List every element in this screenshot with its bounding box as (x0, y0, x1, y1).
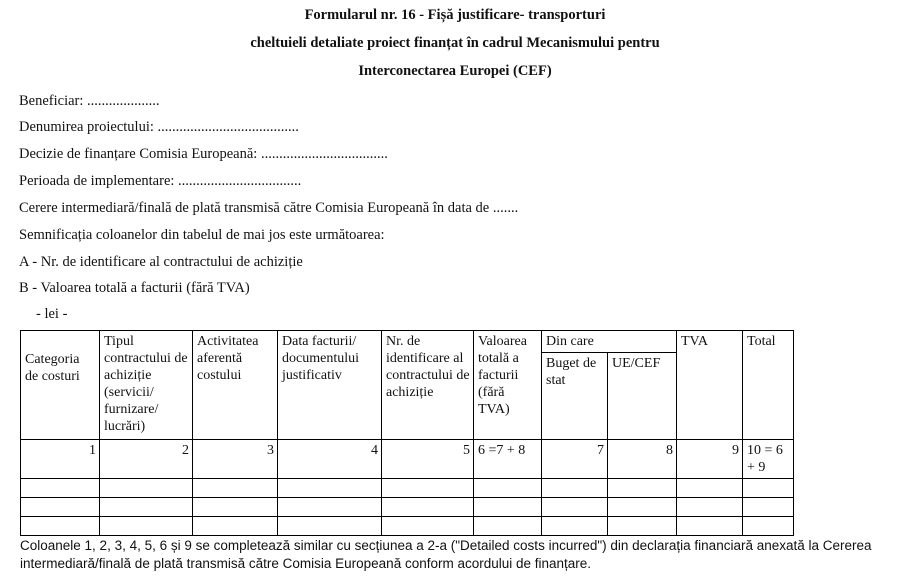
currency-label: - lei - (36, 306, 68, 322)
payment-request-field: Cerere intermediară/finală de plată transmisă către Comisia Europeană în data de ....... (19, 200, 519, 216)
column-b-definition: B - Valoarea totală a facturii (fără TVA) (19, 280, 250, 296)
empty-cell[interactable] (608, 498, 677, 517)
empty-cell[interactable] (193, 498, 278, 517)
empty-cell[interactable] (474, 517, 542, 536)
empty-cell[interactable] (21, 498, 100, 517)
table-row (21, 479, 794, 498)
empty-cell[interactable] (278, 479, 382, 498)
header-tipul: Tipul contractului de achiziție (servicii/ furnizare/ lucrări) (100, 331, 193, 440)
header-total: Total (743, 331, 794, 440)
empty-cell[interactable] (542, 517, 608, 536)
empty-cell[interactable] (21, 479, 100, 498)
empty-cell[interactable] (743, 479, 794, 498)
costs-table (20, 330, 794, 536)
header-tva: TVA (677, 331, 743, 440)
table-row (21, 517, 794, 536)
column-a-definition: A - Nr. de identificare al contractului de achiziție (19, 254, 303, 270)
header-data: Data facturii/ documentului justificativ (278, 331, 382, 440)
table-row (21, 498, 794, 517)
table-cell: 4 (278, 440, 382, 479)
empty-cell[interactable] (278, 517, 382, 536)
empty-cell[interactable] (677, 479, 743, 498)
empty-cell[interactable] (677, 517, 743, 536)
table-number-row (21, 440, 794, 479)
empty-cell[interactable] (278, 498, 382, 517)
empty-cell[interactable] (100, 498, 193, 517)
table-cell: 2 (100, 440, 193, 479)
columns-meaning-intro: Semnificația coloanelor din tabelul de mai jos este următoarea: (19, 227, 385, 243)
empty-cell[interactable] (21, 517, 100, 536)
empty-cell[interactable] (474, 498, 542, 517)
table-cell: 7 (542, 440, 608, 479)
empty-cell[interactable] (382, 498, 474, 517)
empty-cell[interactable] (193, 479, 278, 498)
header-valoarea: Valoarea totală a facturii (fără TVA) (474, 331, 542, 440)
table-cell: 10 = 6 + 9 (743, 440, 794, 479)
empty-cell[interactable] (100, 479, 193, 498)
empty-cell[interactable] (608, 479, 677, 498)
header-nr: Nr. de identificare al contractului de achiziție (382, 331, 474, 440)
empty-cell[interactable] (193, 517, 278, 536)
table-cell: 6 =7 + 8 (474, 440, 542, 479)
header-categoria: Categoria de costuri (21, 331, 100, 440)
table-header-row (21, 331, 794, 353)
empty-cell[interactable] (608, 517, 677, 536)
empty-cell[interactable] (743, 498, 794, 517)
header-din-care: Din care (542, 331, 677, 353)
empty-cell[interactable] (382, 517, 474, 536)
footer-note: Coloanele 1, 2, 3, 4, 5, 6 și 9 se completează similar cu secțiunea a 2-a ("Detailed costs incurred") din declarația financiară anexată la Cererea intermediară/finală de plată transmisă către Comisia Europeană conform acordului de finanțare. (20, 538, 872, 571)
table-cell: 5 (382, 440, 474, 479)
empty-cell[interactable] (100, 517, 193, 536)
empty-cell[interactable] (474, 479, 542, 498)
empty-cell[interactable] (677, 498, 743, 517)
header-activitatea: Activitatea aferentă costului (193, 331, 278, 440)
beneficiar-field: Beneficiar: .................... (19, 93, 160, 109)
header-buget: Buget de stat (542, 353, 608, 440)
form-subtitle-cont: Interconectarea Europei (CEF) (358, 63, 552, 79)
empty-cell[interactable] (542, 498, 608, 517)
project-name-field: Denumirea proiectului: ....................................... (19, 119, 299, 135)
form-title: Formularul nr. 16 - Fișă justificare- transporturi (304, 7, 606, 23)
table-cell: 9 (677, 440, 743, 479)
table-cell: 1 (21, 440, 100, 479)
empty-cell[interactable] (743, 517, 794, 536)
empty-cell[interactable] (382, 479, 474, 498)
header-ue: UE/CEF (608, 353, 677, 440)
implementation-period-field: Perioada de implementare: .................................. (19, 173, 302, 189)
empty-cell[interactable] (542, 479, 608, 498)
funding-decision-field: Decizie de finanțare Comisia Europeană: ................................... (19, 146, 388, 162)
table-cell: 8 (608, 440, 677, 479)
table-cell: 3 (193, 440, 278, 479)
form-subtitle: cheltuieli detaliate proiect finanțat în cadrul Mecanismului pentru (250, 35, 660, 51)
